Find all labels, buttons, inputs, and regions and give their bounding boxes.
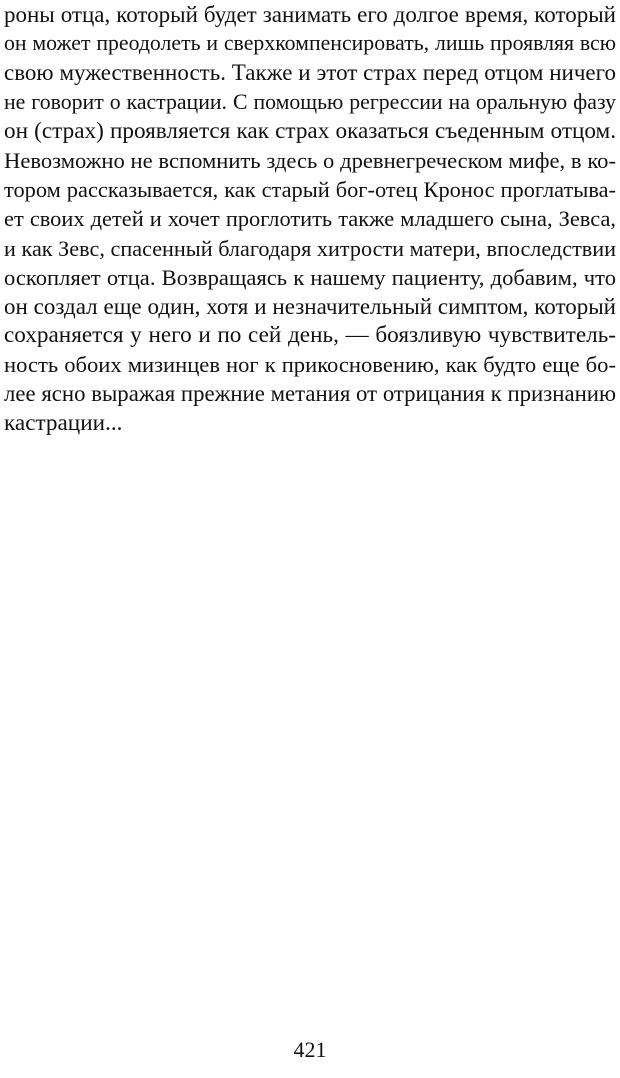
body-text (4, 0, 616, 438)
text-line: не говорит о кастрации. С помощью регрессии на оральную фазу (4, 89, 616, 114)
text-line: свою мужественность. Также и этот страх перед отцом ничего (4, 60, 616, 86)
text-line: роны отца, который будет занимать его долгое время, который (4, 2, 616, 27)
text-line: и как Зевс, спасенный благодаря хитрости матери, впоследствии (4, 235, 616, 261)
text-line: Невозможно не вспомнить здесь о древнегреческом мифе, в ко- (4, 147, 616, 173)
text-line: оскопляет отца. Возвращаясь к нашему пациенту, добавим, что (4, 264, 616, 290)
page-number: 421 (293, 1037, 327, 1062)
text-line: он может преодолеть и сверхкомпенсировать, лишь проявляя всю (4, 31, 616, 56)
text-line: ность обоих мизинцев ног к прикосновению, как будто еще бо- (4, 352, 616, 378)
text-line: тором рассказывается, как старый бог-отец Кронос проглатыва- (4, 177, 616, 203)
text-line: кастрации... (4, 409, 123, 436)
text-line: он создал еще один, хотя и незначительный симптом, который (4, 293, 616, 319)
text-line: ет своих детей и хочет проглотить также младшего сына, Зевса, (4, 206, 616, 232)
text-line: сохраняется у него и по сей день, — боязливую чувствитель- (4, 322, 616, 349)
text-line: лее ясно выражая прежние метания от отрицания к признанию (4, 381, 616, 407)
text-line: он (страх) проявляется как страх оказаться съеденным отцом. (4, 117, 616, 144)
